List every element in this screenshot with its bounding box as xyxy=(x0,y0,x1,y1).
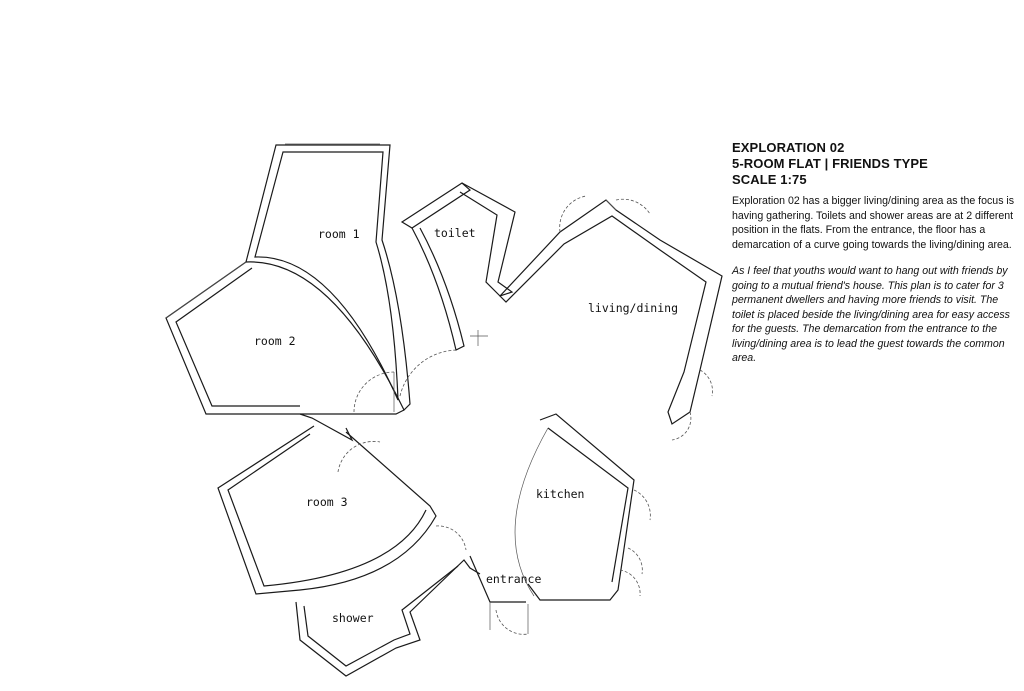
room-3-label: room 3 xyxy=(306,495,348,509)
flat-type-title: 5-ROOM FLAT | FRIENDS TYPE xyxy=(732,156,928,171)
exploration-title: EXPLORATION 02 xyxy=(732,140,845,155)
room-3-walls xyxy=(218,426,466,594)
kitchen-label: kitchen xyxy=(536,487,585,501)
room-1-label: room 1 xyxy=(318,227,360,241)
toilet-walls xyxy=(412,183,515,350)
shower-walls xyxy=(296,560,480,676)
room-2-label: room 2 xyxy=(254,334,296,348)
room-1-walls xyxy=(246,144,470,410)
entrance-walls xyxy=(470,556,528,634)
description-panel xyxy=(732,140,1022,366)
entrance-label: entrance xyxy=(486,572,542,586)
toilet-label: toilet xyxy=(434,226,476,240)
living-dining-label: living/dining xyxy=(588,301,679,315)
scale-title: SCALE 1:75 xyxy=(732,172,807,187)
description-paragraph-1: Exploration 02 has a bigger living/dining area as the focus is having gathering. Toilets and shower areas are at 2 different position in the flats. From the entrance, the floor has a demarcation of a curve going towards the living/dining area. xyxy=(732,195,1015,251)
room-2-walls xyxy=(166,262,456,440)
shower-label: shower xyxy=(332,611,374,625)
description-paragraph-2: As I feel that youths would want to hang out with friends by going to a mutual friend's house. This plan is to cater for 3 permanent dwellers and having more friends to visit. The toilet is placed beside the living/dining area for easy access for the guests. The demarcation from the entrance to the living/dining area is to lead the guest towards the common area. xyxy=(732,265,1010,364)
living-dining-walls xyxy=(500,196,722,440)
